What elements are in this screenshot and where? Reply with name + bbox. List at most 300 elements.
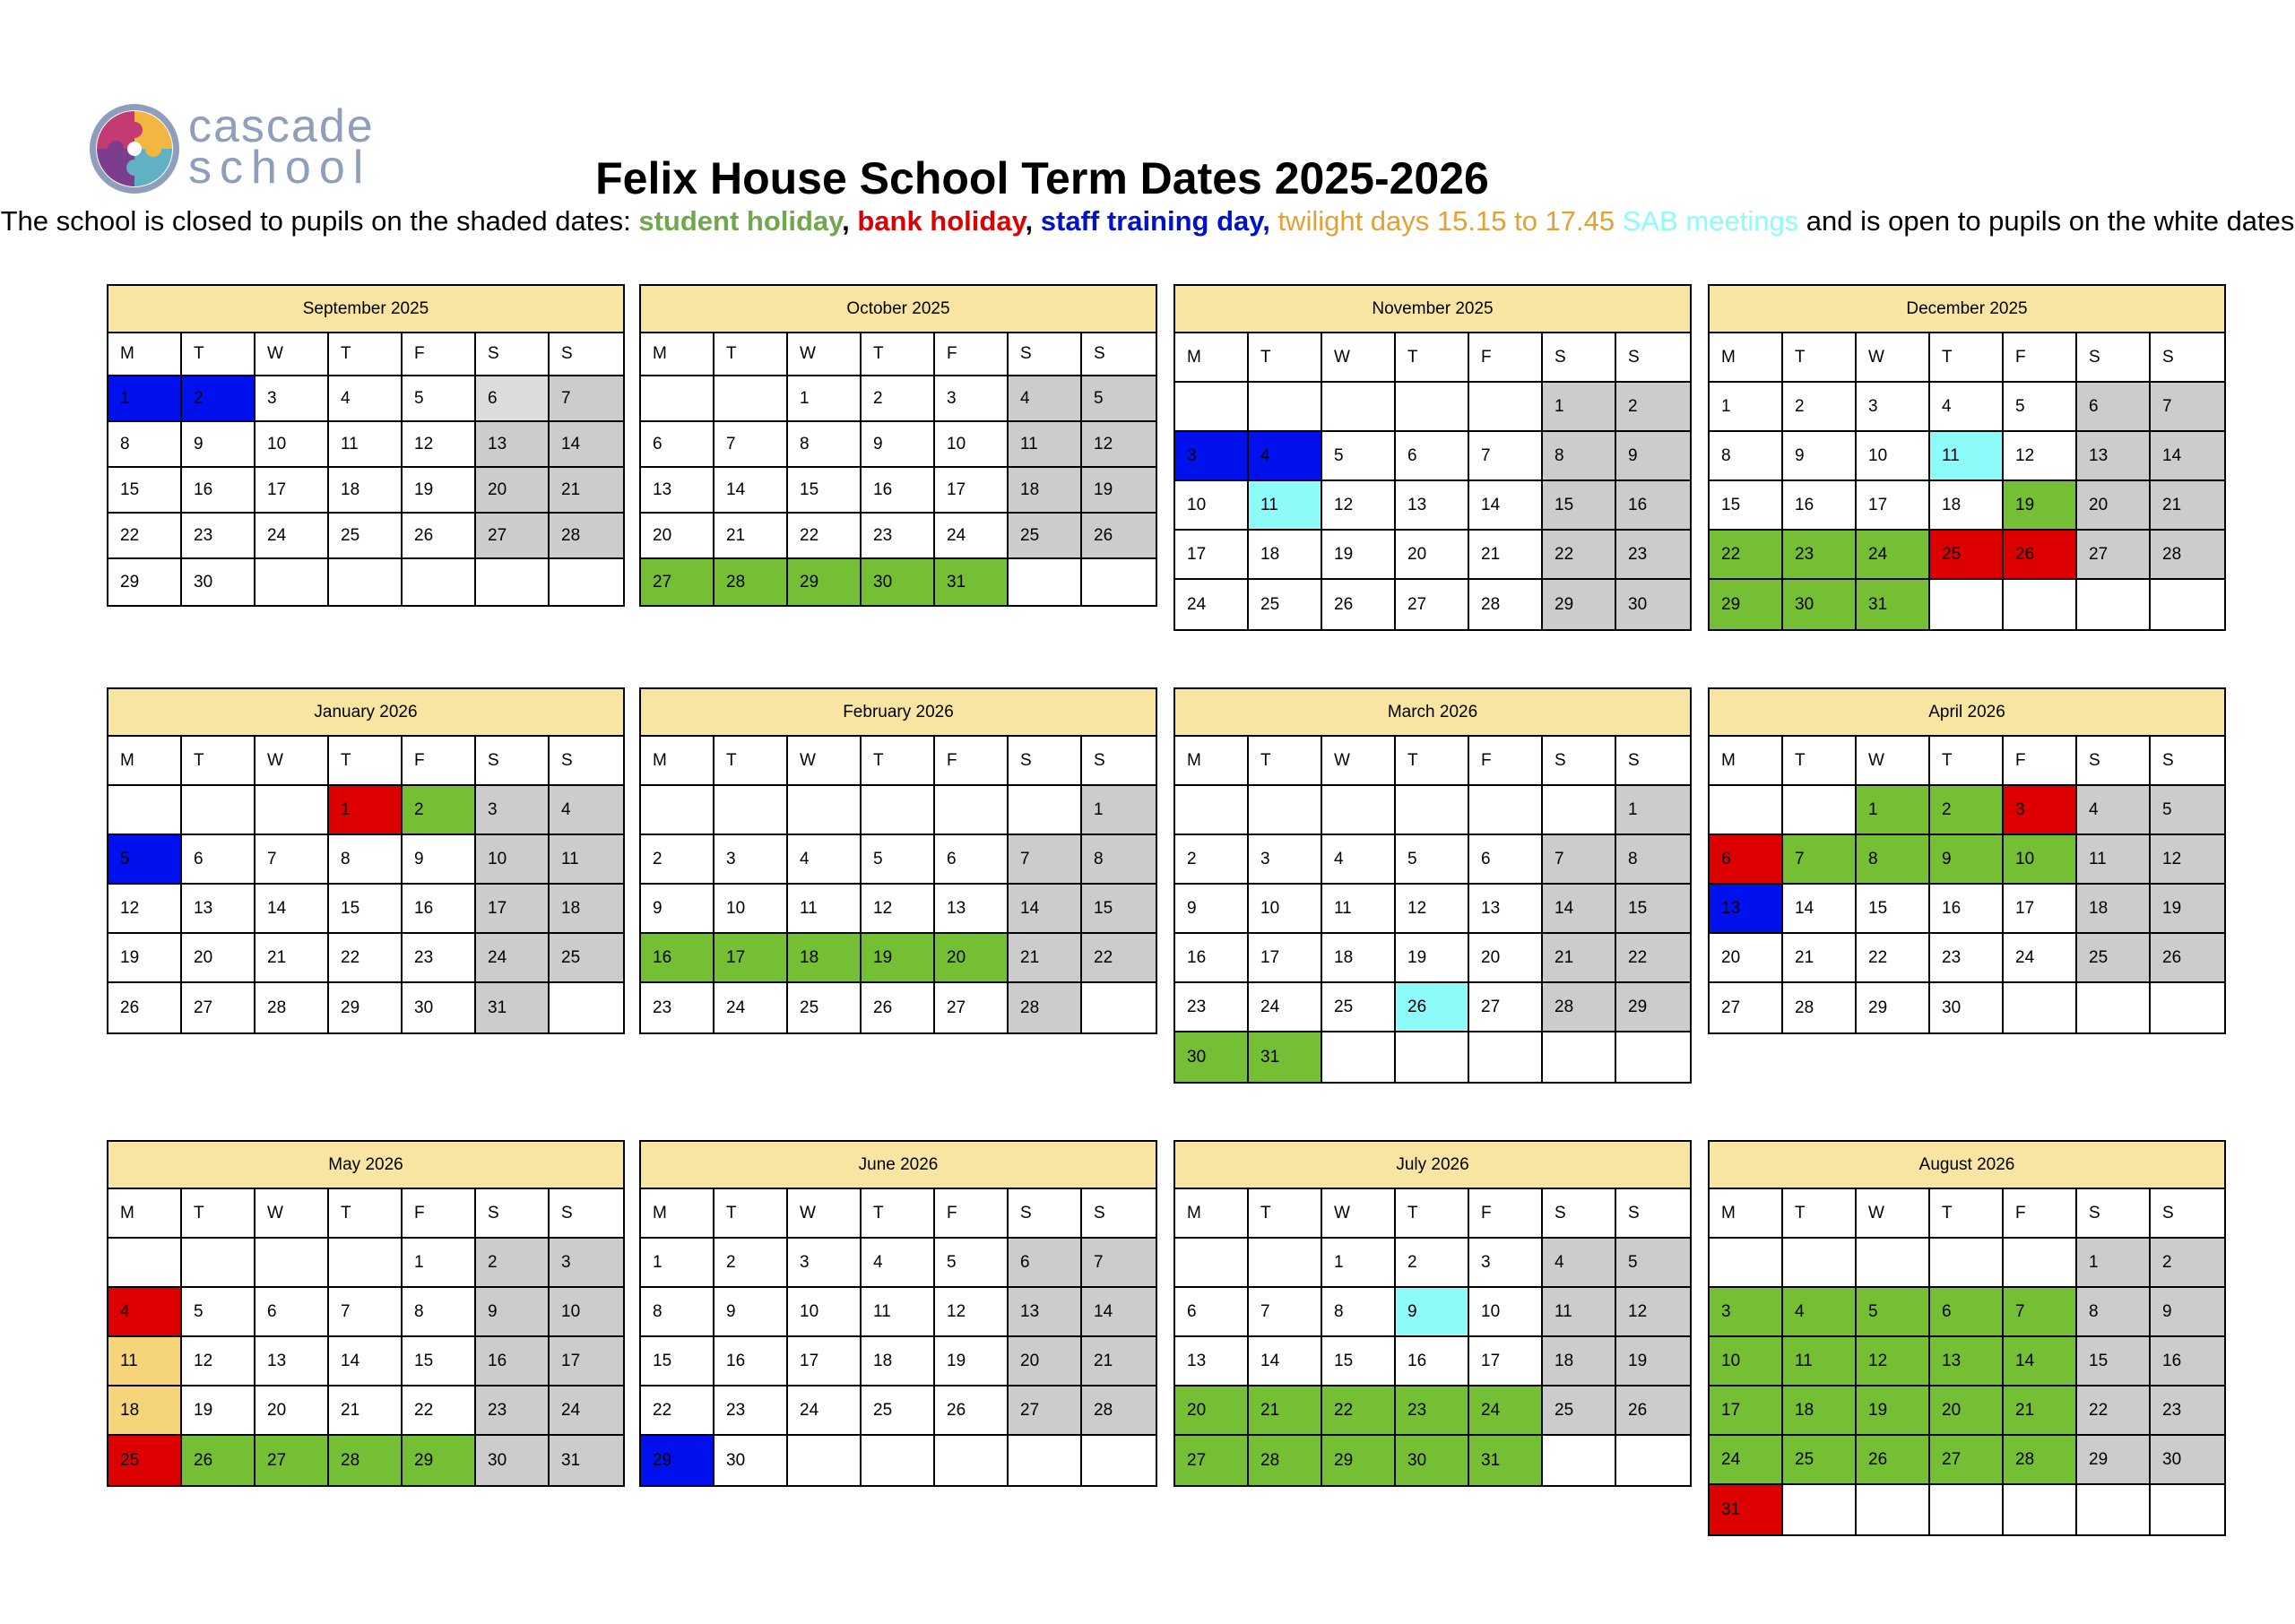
calendar-day: 25 [1783, 1436, 1857, 1485]
calendar-day: 5 [108, 835, 182, 885]
calendar-day: 22 [788, 514, 862, 559]
calendar-empty-cell [788, 786, 862, 835]
calendar-day: 17 [1175, 531, 1249, 580]
calendar-day: 16 [403, 885, 476, 934]
calendar-day: 16 [1930, 885, 2004, 934]
calendar-day: 24 [476, 934, 550, 983]
calendar-day: 21 [2151, 481, 2224, 531]
weekday-label: T [862, 1189, 935, 1239]
calendar-day: 20 [1396, 531, 1469, 580]
weekday-label: F [1469, 1189, 1543, 1239]
weekday-label: T [182, 737, 255, 786]
calendar-day: 28 [1469, 580, 1543, 629]
calendar-day: 31 [550, 1436, 623, 1485]
calendar-day: 26 [1396, 983, 1469, 1032]
calendar-day: 30 [476, 1436, 550, 1485]
month-calendar [1708, 1140, 2226, 1536]
calendar-day: 10 [550, 1288, 623, 1337]
calendar-day: 27 [641, 559, 714, 605]
calendar-day: 16 [714, 1337, 788, 1386]
legend-staff-training: staff training day, [1040, 205, 1270, 237]
calendar-day: 11 [788, 885, 862, 934]
calendar-day: 29 [1543, 580, 1616, 629]
calendar-day: 6 [1396, 432, 1469, 481]
calendar-empty-cell [1322, 786, 1396, 835]
calendar-day: 21 [255, 934, 329, 983]
calendar-day: 14 [2004, 1337, 2077, 1386]
calendar-day: 27 [1469, 983, 1543, 1032]
month-calendar [639, 284, 1157, 607]
calendar-day: 1 [329, 786, 403, 835]
month-title: June 2026 [641, 1142, 1156, 1189]
weekday-label: S [1009, 333, 1082, 376]
calendar-day: 31 [1469, 1436, 1543, 1485]
calendar-day: 31 [476, 983, 550, 1032]
calendar-day: 1 [1322, 1239, 1396, 1288]
calendar-day: 13 [1396, 481, 1469, 531]
calendar-day: 7 [714, 422, 788, 468]
weekday-label: W [1322, 737, 1396, 786]
month-calendar [107, 1140, 625, 1487]
weekday-label: F [403, 737, 476, 786]
calendar-empty-cell [1469, 383, 1543, 432]
calendar-day: 19 [1082, 468, 1156, 514]
calendar-day: 6 [641, 422, 714, 468]
calendar-day: 8 [2077, 1288, 2151, 1337]
weekday-label: S [550, 333, 623, 376]
weekday-label: S [1009, 1189, 1082, 1239]
calendar-day: 30 [1396, 1436, 1469, 1485]
calendar-day: 22 [403, 1386, 476, 1436]
calendar-empty-cell [1930, 580, 2004, 629]
weekday-label: W [1322, 1189, 1396, 1239]
calendar-day: 27 [2077, 531, 2151, 580]
calendar-day: 9 [1175, 885, 1249, 934]
calendar-day: 8 [329, 835, 403, 885]
calendar-day: 20 [476, 468, 550, 514]
calendar-day: 3 [714, 835, 788, 885]
calendar-day: 28 [1009, 983, 1082, 1032]
calendar-day: 25 [108, 1436, 182, 1485]
calendar-day: 3 [476, 786, 550, 835]
calendar-day: 24 [788, 1386, 862, 1436]
calendar-day: 1 [641, 1239, 714, 1288]
calendar-day: 18 [1783, 1386, 1857, 1436]
weekday-label: T [1783, 333, 1857, 383]
calendar-day: 30 [862, 559, 935, 605]
legend-outro: and is open to pupils on the white dates [1806, 205, 2295, 237]
weekday-label: F [935, 1189, 1009, 1239]
calendar-day: 4 [1783, 1288, 1857, 1337]
calendar-day: 6 [1469, 835, 1543, 885]
calendar-day: 27 [255, 1436, 329, 1485]
calendar-day: 28 [2004, 1436, 2077, 1485]
calendar-empty-cell [714, 376, 788, 422]
calendar-day: 23 [182, 514, 255, 559]
weekday-label: S [2151, 737, 2224, 786]
calendar-day: 1 [1543, 383, 1616, 432]
calendar-day: 29 [403, 1436, 476, 1485]
calendar-day: 21 [1249, 1386, 1322, 1436]
calendar-day: 27 [1009, 1386, 1082, 1436]
logo-line-2: school [188, 142, 372, 194]
calendar-day: 6 [182, 835, 255, 885]
calendar-day: 23 [403, 934, 476, 983]
calendar-day: 6 [2077, 383, 2151, 432]
calendar-empty-cell [714, 786, 788, 835]
calendar-empty-cell [476, 559, 550, 605]
calendar-day: 5 [2151, 786, 2224, 835]
logo-line-1: cascade [188, 100, 375, 152]
calendar-day: 4 [862, 1239, 935, 1288]
calendar-day: 14 [329, 1337, 403, 1386]
calendar-day: 23 [1616, 531, 1690, 580]
calendar-day: 16 [1396, 1337, 1469, 1386]
calendar-day: 22 [108, 514, 182, 559]
calendar-day: 7 [1783, 835, 1857, 885]
calendar-day: 27 [1710, 983, 1783, 1032]
calendar-day: 17 [2004, 885, 2077, 934]
calendar-day: 7 [255, 835, 329, 885]
weekday-label: T [329, 1189, 403, 1239]
calendar-day: 8 [1322, 1288, 1396, 1337]
calendar-day: 13 [1175, 1337, 1249, 1386]
weekday-label: T [1783, 1189, 1857, 1239]
calendar-empty-cell [935, 786, 1009, 835]
calendar-day: 30 [714, 1436, 788, 1485]
calendar-day: 24 [1469, 1386, 1543, 1436]
calendar-day: 28 [255, 983, 329, 1032]
calendar-day: 13 [182, 885, 255, 934]
weekday-label: F [1469, 737, 1543, 786]
calendar-day: 16 [476, 1337, 550, 1386]
weekday-label: S [1543, 737, 1616, 786]
calendar-empty-cell [1543, 1032, 1616, 1082]
calendar-day: 5 [403, 376, 476, 422]
calendar-empty-cell [1175, 786, 1249, 835]
calendar-day: 29 [2077, 1436, 2151, 1485]
calendar-day: 11 [1543, 1288, 1616, 1337]
weekday-label: W [1857, 1189, 1930, 1239]
calendar-empty-cell [1322, 383, 1396, 432]
calendar-empty-cell [1175, 383, 1249, 432]
month-day-grid [1175, 1189, 1690, 1485]
calendar-day: 29 [1857, 983, 1930, 1032]
calendar-day: 1 [1710, 383, 1783, 432]
calendar-day: 8 [403, 1288, 476, 1337]
calendar-day: 29 [329, 983, 403, 1032]
calendar-day: 29 [1322, 1436, 1396, 1485]
calendar-day: 11 [862, 1288, 935, 1337]
calendar-day: 15 [2077, 1337, 2151, 1386]
calendar-day: 20 [1175, 1386, 1249, 1436]
weekday-label: T [714, 1189, 788, 1239]
calendar-day: 21 [1009, 934, 1082, 983]
calendar-day: 19 [2004, 481, 2077, 531]
calendar-day: 18 [550, 885, 623, 934]
calendar-day: 23 [1783, 531, 1857, 580]
weekday-label: W [1857, 333, 1930, 383]
calendar-day: 7 [329, 1288, 403, 1337]
calendar-day: 29 [641, 1436, 714, 1485]
weekday-label: S [1543, 333, 1616, 383]
calendar-day: 5 [1396, 835, 1469, 885]
calendar-day: 6 [935, 835, 1009, 885]
calendar-day: 20 [2077, 481, 2151, 531]
calendar-day: 3 [1249, 835, 1322, 885]
calendar-day: 15 [1710, 481, 1783, 531]
weekday-label: S [1543, 1189, 1616, 1239]
calendar-day: 13 [1009, 1288, 1082, 1337]
calendar-day: 18 [2077, 885, 2151, 934]
calendar-empty-cell [2004, 1239, 2077, 1288]
calendar-day: 25 [862, 1386, 935, 1436]
month-day-grid [1710, 737, 2224, 1032]
weekday-label: W [255, 737, 329, 786]
calendar-day: 12 [2151, 835, 2224, 885]
calendar-day: 19 [862, 934, 935, 983]
calendar-day: 3 [1469, 1239, 1543, 1288]
calendar-day: 8 [108, 422, 182, 468]
calendar-day: 30 [403, 983, 476, 1032]
calendar-empty-cell [329, 1239, 403, 1288]
calendar-day: 22 [1616, 934, 1690, 983]
calendar-day: 11 [1930, 432, 2004, 481]
calendar-day: 16 [1783, 481, 1857, 531]
calendar-day: 16 [641, 934, 714, 983]
calendar-day: 26 [935, 1386, 1009, 1436]
month-calendar [1708, 687, 2226, 1034]
calendar-day: 26 [2151, 934, 2224, 983]
calendar-empty-cell [641, 376, 714, 422]
month-day-grid [108, 333, 623, 605]
month-calendar [1173, 1140, 1692, 1487]
calendar-day: 31 [1857, 580, 1930, 629]
calendar-day: 14 [1082, 1288, 1156, 1337]
calendar-day: 22 [641, 1386, 714, 1436]
calendar-day: 15 [1543, 481, 1616, 531]
calendar-day: 4 [2077, 786, 2151, 835]
calendar-day: 26 [1082, 514, 1156, 559]
calendar-day: 2 [1396, 1239, 1469, 1288]
calendar-day: 19 [2151, 885, 2224, 934]
month-day-grid [108, 1189, 623, 1485]
calendar-day: 20 [255, 1386, 329, 1436]
calendar-day: 18 [788, 934, 862, 983]
calendar-day: 29 [788, 559, 862, 605]
weekday-label: S [550, 737, 623, 786]
calendar-day: 28 [1082, 1386, 1156, 1436]
calendar-empty-cell [182, 1239, 255, 1288]
weekday-label: T [714, 737, 788, 786]
weekday-label: T [1396, 1189, 1469, 1239]
calendar-day: 28 [550, 514, 623, 559]
page-title: Felix House School Term Dates 2025-2026 [595, 153, 1489, 203]
weekday-label: F [2004, 1189, 2077, 1239]
weekday-label: F [935, 333, 1009, 376]
calendar-day: 28 [1783, 983, 1857, 1032]
calendar-day: 26 [1857, 1436, 1930, 1485]
calendar-day: 25 [1249, 580, 1322, 629]
calendar-day: 25 [788, 983, 862, 1032]
calendar-empty-cell [1616, 1032, 1690, 1082]
calendar-day: 10 [788, 1288, 862, 1337]
weekday-label: S [1009, 737, 1082, 786]
weekday-label: S [1082, 737, 1156, 786]
calendar-day: 12 [182, 1337, 255, 1386]
calendar-day: 26 [403, 514, 476, 559]
calendar-day: 21 [329, 1386, 403, 1436]
calendar-day: 20 [182, 934, 255, 983]
calendar-empty-cell [2004, 580, 2077, 629]
calendar-day: 24 [1857, 531, 1930, 580]
weekday-label: T [182, 333, 255, 376]
calendar-day: 9 [2151, 1288, 2224, 1337]
calendar-day: 8 [1543, 432, 1616, 481]
calendar-day: 1 [1082, 786, 1156, 835]
calendar-day: 17 [255, 468, 329, 514]
weekday-label: F [1469, 333, 1543, 383]
calendar-day: 1 [1616, 786, 1690, 835]
calendar-day: 15 [403, 1337, 476, 1386]
weekday-label: T [1249, 1189, 1322, 1239]
calendar-day: 30 [2151, 1436, 2224, 1485]
calendar-day: 8 [1857, 835, 1930, 885]
calendar-day: 16 [2151, 1337, 2224, 1386]
calendar-day: 24 [2004, 934, 2077, 983]
calendar-day: 27 [1930, 1436, 2004, 1485]
month-title: April 2026 [1710, 689, 2224, 737]
calendar-day: 4 [329, 376, 403, 422]
weekday-label: S [2151, 1189, 2224, 1239]
calendar-day: 14 [1783, 885, 1857, 934]
calendar-day: 11 [1249, 481, 1322, 531]
weekday-label: W [788, 737, 862, 786]
calendar-day: 3 [255, 376, 329, 422]
calendar-day: 18 [1930, 481, 2004, 531]
calendar-day: 11 [1783, 1337, 1857, 1386]
month-title: May 2026 [108, 1142, 623, 1189]
calendar-empty-cell [1543, 1436, 1616, 1485]
calendar-day: 10 [935, 422, 1009, 468]
calendar-day: 22 [1710, 531, 1783, 580]
calendar-day: 26 [108, 983, 182, 1032]
calendar-day: 27 [1175, 1436, 1249, 1485]
month-calendar [107, 284, 625, 607]
calendar-day: 2 [862, 376, 935, 422]
legend-intro: The school is closed to pupils on the shaded dates: [0, 205, 639, 237]
calendar-empty-cell [329, 559, 403, 605]
calendar-day: 20 [1930, 1386, 2004, 1436]
calendar-day: 4 [1249, 432, 1322, 481]
calendar-day: 24 [935, 514, 1009, 559]
month-title: March 2026 [1175, 689, 1690, 737]
calendar-day: 8 [1616, 835, 1690, 885]
weekday-label: S [2077, 1189, 2151, 1239]
month-title: August 2026 [1710, 1142, 2224, 1189]
calendar-day: 11 [329, 422, 403, 468]
calendar-day: 6 [255, 1288, 329, 1337]
weekday-label: T [1930, 333, 2004, 383]
weekday-label: T [1396, 737, 1469, 786]
calendar-day: 13 [476, 422, 550, 468]
calendar-day: 2 [1616, 383, 1690, 432]
calendar-day: 31 [935, 559, 1009, 605]
calendar-day: 22 [2077, 1386, 2151, 1436]
calendar-day: 13 [255, 1337, 329, 1386]
calendar-day: 5 [862, 835, 935, 885]
calendar-day: 23 [1396, 1386, 1469, 1436]
weekday-label: T [1249, 737, 1322, 786]
calendar-empty-cell [1396, 786, 1469, 835]
calendar-day: 29 [1616, 983, 1690, 1032]
calendar-day: 17 [788, 1337, 862, 1386]
calendar-empty-cell [641, 786, 714, 835]
calendar-day: 6 [476, 376, 550, 422]
calendar-empty-cell [1857, 1485, 1930, 1534]
calendar-day: 4 [1009, 376, 1082, 422]
calendar-day: 14 [1543, 885, 1616, 934]
weekday-label: M [1710, 737, 1783, 786]
calendar-empty-cell [1175, 1239, 1249, 1288]
calendar-empty-cell [862, 1436, 935, 1485]
calendar-day: 15 [108, 468, 182, 514]
calendar-day: 3 [1857, 383, 1930, 432]
calendar-day: 26 [1616, 1386, 1690, 1436]
calendar-day: 18 [1249, 531, 1322, 580]
calendar-day: 15 [788, 468, 862, 514]
calendar-day: 25 [550, 934, 623, 983]
calendar-day: 4 [1930, 383, 2004, 432]
calendar-day: 25 [1543, 1386, 1616, 1436]
calendar-day: 16 [1175, 934, 1249, 983]
calendar-day: 25 [329, 514, 403, 559]
calendar-day: 23 [1175, 983, 1249, 1032]
weekday-label: F [403, 1189, 476, 1239]
weekday-label: T [182, 1189, 255, 1239]
calendar-day: 4 [108, 1288, 182, 1337]
calendar-day: 23 [714, 1386, 788, 1436]
weekday-label: M [641, 737, 714, 786]
weekday-label: T [714, 333, 788, 376]
calendar-day: 30 [1783, 580, 1857, 629]
month-calendar [639, 687, 1157, 1034]
calendar-day: 17 [550, 1337, 623, 1386]
weekday-label: S [1082, 1189, 1156, 1239]
calendar-day: 4 [550, 786, 623, 835]
calendar-day: 24 [550, 1386, 623, 1436]
calendar-empty-cell [255, 786, 329, 835]
calendar-day: 8 [1710, 432, 1783, 481]
calendar-day: 20 [1469, 934, 1543, 983]
calendar-day: 7 [2151, 383, 2224, 432]
calendar-empty-cell [1616, 1436, 1690, 1485]
weekday-label: M [1175, 737, 1249, 786]
calendar-day: 24 [255, 514, 329, 559]
calendar-day: 11 [2077, 835, 2151, 885]
calendar-day: 14 [1009, 885, 1082, 934]
calendar-day: 15 [1857, 885, 1930, 934]
calendar-day: 8 [788, 422, 862, 468]
weekday-label: W [255, 333, 329, 376]
calendar-day: 18 [862, 1337, 935, 1386]
calendar-day: 3 [935, 376, 1009, 422]
month-title: January 2026 [108, 689, 623, 737]
calendar-day: 2 [641, 835, 714, 885]
calendar-day: 9 [1396, 1288, 1469, 1337]
calendar-day: 5 [2004, 383, 2077, 432]
calendar-day: 9 [403, 835, 476, 885]
